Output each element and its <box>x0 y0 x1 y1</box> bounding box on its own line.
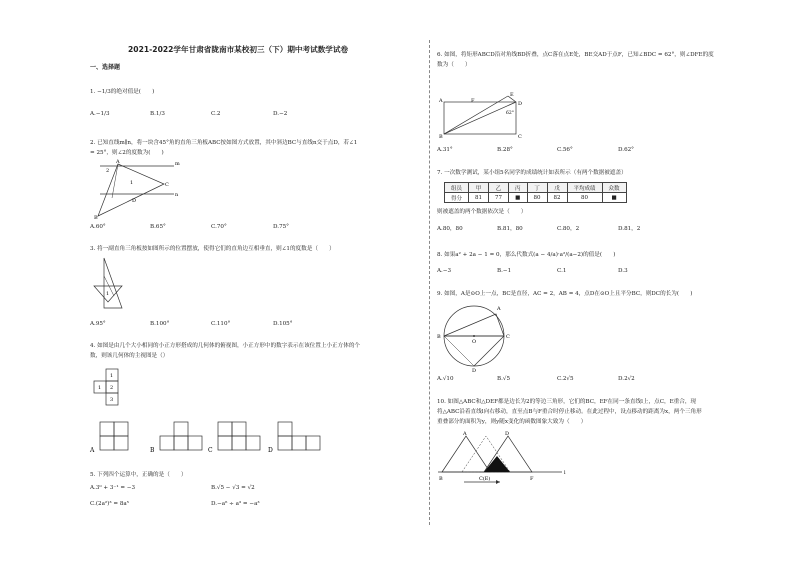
q10-stem-line2: 将△ABC沿着直线l向右移动，直至点B与F重合时停止移动。在此过程中，设点移动的距离为x，两个三角形 <box>437 409 702 415</box>
q3-option-d: D.105° <box>273 321 293 327</box>
table-cell: 丙 <box>509 183 528 193</box>
table-cell: 众数 <box>602 183 626 193</box>
q9-stem: 9. 如图，A是⊙O上一点，BC是直径，AC = 2，AB = 4，点D在⊙O上且平分BC，则DC的长为( ) <box>437 291 693 297</box>
q2-option-b: B.65° <box>150 224 166 230</box>
q4-option-a: A <box>90 447 95 454</box>
q9-option-b: B.√5 <box>497 376 511 382</box>
q4-cell-2: 1 <box>98 385 102 391</box>
table-cell: ■ <box>602 193 626 203</box>
exam-title: 2021-2022学年甘肃省陇南市某校初三（下）期中考试数学试卷 <box>128 45 349 54</box>
q7-stem: 7. 一次数学测试，某小组5名同学的成绩统计如表所示（有两个数据被遮盖） <box>437 170 627 176</box>
q2-label-m: m <box>175 161 180 167</box>
q5-option-d: D.−a⁶ ÷ a³ = −a³ <box>211 501 260 507</box>
q6-label-d: D <box>518 101 523 107</box>
q5-stem: 5. 下列四个运算中，正确的是（ ） <box>90 472 187 478</box>
q6-label-e: E <box>510 92 514 98</box>
q4-stem-line2: 数，则该几何体的主视图是（） <box>90 353 169 359</box>
q2-option-a: A.60° <box>90 224 106 230</box>
q7-option-a: A.80，80 <box>437 226 463 232</box>
q4-cell-1: 1 <box>110 373 114 379</box>
q4-option-d: D <box>268 447 273 454</box>
q2-label-1: 1 <box>130 180 134 186</box>
table-cell: ■ <box>509 193 528 203</box>
table-cell: 丁 <box>527 183 547 193</box>
q6-option-a: A.31° <box>437 147 453 153</box>
q4-cell-3: 2 <box>110 385 114 391</box>
q9-figure <box>436 300 516 372</box>
table-cell: 得分 <box>445 193 469 203</box>
q9-label-c: C <box>506 334 510 340</box>
table-cell: 77 <box>489 193 509 203</box>
q10-label-a: A <box>463 431 467 437</box>
q9-label-a: A <box>497 306 501 312</box>
q8-option-b: B.−1 <box>497 268 512 274</box>
q6-option-c: C.56° <box>557 147 573 153</box>
q9-label-o: O <box>472 339 477 345</box>
q8-option-a: A.−3 <box>437 268 452 274</box>
q6-stem-line1: 6. 如图，将矩形ABCD沿对角线BD折叠，点C落在点E处，BE交AD于点F，已知∠BDC = 62°，则∠DFE的度 <box>437 52 714 58</box>
q9-option-c: C.2√5 <box>557 376 574 382</box>
q7-option-c: C.80，2 <box>557 226 580 232</box>
q8-option-c: C.1 <box>557 268 567 274</box>
column-divider <box>429 40 430 525</box>
q6-stem-line2: 数为（ ） <box>437 62 471 68</box>
q6-option-b: B.28° <box>497 147 513 153</box>
q3-stem: 3. 将一副直角三角板按如图所示的位置摆放，使得它们的直角边互相垂直，则∠1的度数是（ ） <box>90 246 335 252</box>
q4-cell-4: 3 <box>110 397 114 403</box>
q4-top-view <box>92 367 124 413</box>
section-heading: 一、选择题 <box>90 64 121 71</box>
table-cell: 81 <box>469 193 489 203</box>
q3-option-c: C.110° <box>211 321 231 327</box>
q1-option-c: C.2 <box>211 111 221 117</box>
q4-option-figures <box>88 414 328 456</box>
table-cell: 82 <box>547 193 567 203</box>
q1-option-d: D.−2 <box>273 111 288 117</box>
q1-stem: 1. −1/3的绝对值是( ) <box>90 89 155 95</box>
q3-figure <box>92 256 128 312</box>
q2-figure <box>92 158 182 220</box>
q2-option-c: C.70° <box>211 224 227 230</box>
q5-option-b: B.√5 − √3 = √2 <box>211 485 255 491</box>
table-cell: 甲 <box>469 183 489 193</box>
q4-stem-line1: 4. 如图是由几个大小相同的小正方形搭成的几何体的俯视图，小正方形中的数字表示在该位置上小正方体的个 <box>90 343 361 349</box>
q10-figure <box>436 430 576 486</box>
q9-label-b: B <box>437 334 441 340</box>
q2-label-n: n <box>175 192 179 198</box>
table-cell: 80 <box>527 193 547 203</box>
q7-option-d: D.81，2 <box>618 226 641 232</box>
q2-label-a: A <box>116 159 120 165</box>
q10-label-l: l <box>564 470 566 476</box>
q6-figure <box>438 94 528 138</box>
table-cell: 组员 <box>445 183 469 193</box>
q8-stem: 8. 如果a² + 2a − 1 = 0，那么代数式(a − 4/a)·a²/(a−2)的值是( ) <box>437 252 616 258</box>
table-row <box>445 193 627 203</box>
q10-label-ce: C(E) <box>479 476 491 482</box>
q5-option-a: A.3⁰ + 3⁻¹ = −3 <box>90 485 136 491</box>
q2-stem-line2: = 25°，则∠2的度数为( ) <box>90 150 164 156</box>
q7-score-table <box>444 182 627 203</box>
q3-option-a: A.95° <box>90 321 106 327</box>
q6-label-f: F <box>471 98 475 104</box>
q6-option-d: D.62° <box>618 147 634 153</box>
q3-label-1: 1 <box>106 291 110 297</box>
table-cell: 平均成绩 <box>567 183 602 193</box>
q10-label-d: D <box>505 431 510 437</box>
q6-label-b: B <box>439 134 443 140</box>
table-cell: 80 <box>567 193 602 203</box>
q6-label-a: A <box>439 98 443 104</box>
q10-label-b: B <box>439 476 443 482</box>
q1-option-a: A.−1/3 <box>90 111 110 117</box>
q7-option-b: B.81，80 <box>497 226 523 232</box>
q2-option-d: D.75° <box>273 224 289 230</box>
q4-option-b: B <box>150 447 155 454</box>
q2-label-2: 2 <box>106 168 110 174</box>
q5-option-c: C.(2a²)³ = 8a⁵ <box>90 501 129 507</box>
q9-option-d: D.2√2 <box>618 376 635 382</box>
table-cell: 乙 <box>489 183 509 193</box>
q2-label-c: C <box>165 182 169 188</box>
q4-option-c: C <box>208 447 213 454</box>
q3-option-b: B.100° <box>150 321 170 327</box>
q6-label-angle: 62° <box>506 111 514 116</box>
q10-stem-line1: 10. 如图△ABC和△DEF都是边长为2的等边三角形，它们的BC，EF在同一条直线l上，点C，E重合，现 <box>437 399 697 405</box>
q10-label-f: F <box>530 476 534 482</box>
q9-label-d: D <box>472 368 477 374</box>
q2-stem-line1: 2. 已知直线m∥n，将一块含45°角的直角三角板ABC按如图方式放置，其中斜边BC与直线n交于点D，若∠1 <box>90 140 358 146</box>
table-cell: 戊 <box>547 183 567 193</box>
table-header-row <box>445 183 627 193</box>
q1-option-b: B.1/3 <box>150 111 165 117</box>
q10-stem-line3: 重叠部分的面积为y，则y随x变化的函数图象大致为（ ） <box>437 419 587 425</box>
q2-label-d: D <box>132 198 137 204</box>
q8-option-d: D.3 <box>618 268 628 274</box>
q7-note: 则被遮盖的两个数据依次是（ ） <box>437 209 527 215</box>
q9-option-a: A.√10 <box>437 376 454 382</box>
q6-label-c: C <box>518 134 522 140</box>
q2-label-b: B <box>94 215 98 221</box>
